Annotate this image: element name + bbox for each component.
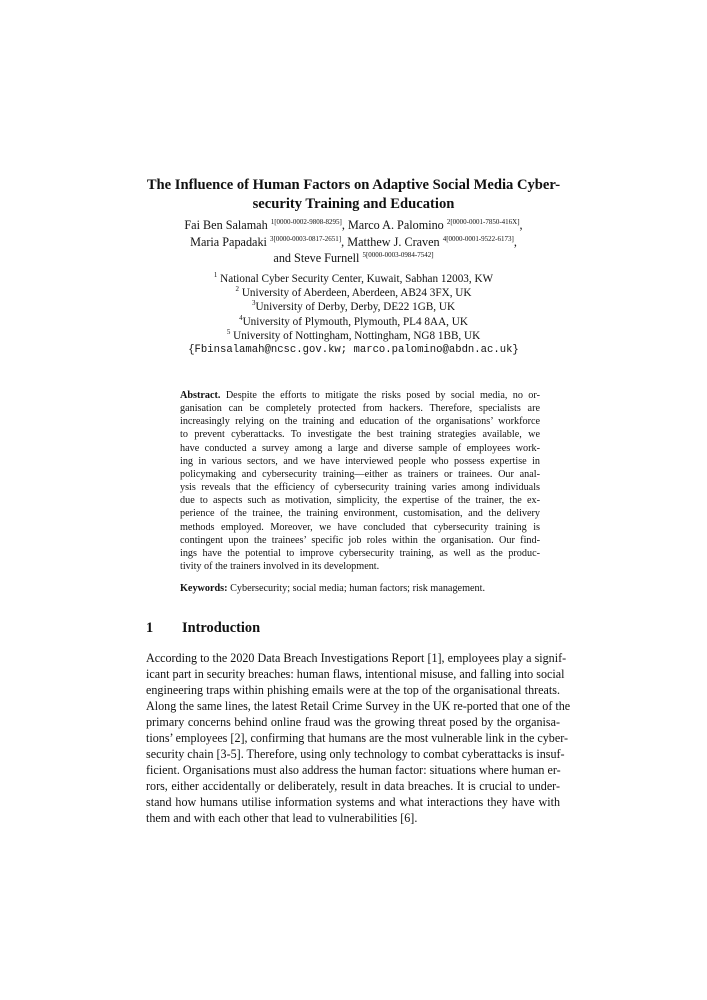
affiliation	[120, 272, 587, 286]
author-orcid: 3[0000-0003-0817-2651]	[269, 234, 342, 243]
body-line: tions’ employees [2], confirming that humans are the most vulnerable link in the cyber-	[146, 731, 569, 746]
abstract-line: have conducted a survey among a large and diverse sample of employees work-	[180, 442, 540, 454]
abstract-line: ings have the potential to improve cybersecurity training, as well as the produc-	[180, 547, 540, 559]
affiliation	[120, 300, 587, 314]
abstract-line: contingent upon the trainees’ specific job roles within the organisation. Our find-	[180, 534, 540, 546]
title-line: security Training and Education	[252, 195, 455, 212]
author-name: Marco A. Palomino	[347, 218, 447, 232]
abstract-line: ing in various sectors, and we have interviewed people who possess expertise in	[180, 455, 540, 467]
affiliation	[120, 329, 587, 343]
affiliation-number: 1	[213, 271, 218, 279]
abstract-line: policymaking and cybersecurity training—either as trainers or trainees. Our anal-	[180, 468, 540, 480]
body-line: According to the 2020 Data Breach Investigations Report [1], employees play a signif-	[146, 651, 567, 665]
abstract-text: Despite the efforts to mitigate the risks posed by social media, no or-	[220, 390, 540, 401]
body-line: security chain [3-5]. Therefore, using only technology to combat cyberattacks is insuf-	[146, 747, 565, 762]
body-line: Along the same lines, the latest Retail Crime Survey in the UK re-ported that one of the	[146, 699, 571, 714]
abstract-line: to prevent cyberattacks. To investigate the best training strategies available, we	[180, 429, 540, 441]
affiliation-number: 5	[226, 327, 231, 336]
affiliations	[120, 272, 587, 357]
body-line: primary concerns behind online fraud was the growing threat posed by the organisa-	[146, 715, 560, 730]
keywords-label: Keywords:	[180, 583, 228, 594]
affiliation	[120, 286, 587, 300]
section-number: 1	[146, 620, 154, 636]
author-line: Fai Ben Salamah $^{1[0000-0002-9808-8295]}$, Marco A. Palomino $^{2[0000-0001-7850-416X]}$,	[184, 218, 523, 232]
author-orcid: 4[0000-0001-9522-6173]	[442, 234, 514, 243]
affiliation-text: University of Derby, Derby, DE22 1GB, UK	[255, 301, 456, 314]
abstract-line: ysis reveals that the efficiency of cybersecurity training varies among individuals	[180, 482, 540, 494]
introduction-paragraph	[146, 650, 571, 827]
author-line: Maria Papadaki $^{3[0000-0003-0817-2651]}$, Matthew J. Craven $^{4[0000-0001-9522-6173]}$,	[190, 234, 517, 249]
author-orcid: 1[0000-0002-9808-8295]	[270, 218, 342, 226]
body-line: icant part in security breaches: human flaws, intentional misuse, and falling into social	[146, 667, 565, 682]
abstract-line: tivity of the trainers involved in its development.	[180, 561, 380, 573]
affiliation-text: University of Plymouth, Plymouth, PL4 8AA, UK	[242, 315, 468, 328]
body-line: them and with each other that lead to vulnerabilities [6].	[146, 811, 418, 826]
abstract-line: methods employed. Moreover, we have concluded that cybersecurity training is	[180, 521, 540, 533]
abstract-line	[180, 389, 540, 402]
paper-title	[140, 176, 567, 213]
author-name: and Steve Furnell	[273, 251, 363, 265]
affiliation-number: 2	[235, 285, 240, 294]
abstract-line: increasingly relying on the training and education of the organisations’ workforce	[180, 416, 540, 428]
title-line: The Influence of Human Factors on Adaptive Social Media Cyber-	[146, 177, 561, 193]
body-line: ficient. Organisations must also address the human factor: situations where human er-	[146, 763, 561, 778]
affiliation-number: 3	[251, 299, 256, 308]
section-heading	[146, 619, 566, 637]
abstract-line: due to aspects such as motivation, simplicity, the expertise of the trainer, the ex-	[180, 495, 540, 507]
author-name: Fai Ben Salamah	[184, 218, 271, 232]
author-orcid: 2[0000-0001-7850-416X]	[446, 218, 520, 226]
affiliation-number: 4	[239, 313, 243, 322]
abstract	[180, 389, 540, 573]
author-name: Maria Papadaki	[190, 234, 270, 249]
affiliation-text: University of Aberdeen, Aberdeen, AB24 3FX, UK	[239, 287, 472, 300]
author-line	[120, 250, 587, 267]
body-line: stand how humans utilise information systems and what interactions they have with	[146, 795, 560, 810]
abstract-line: ganisation can be completely protected from hackers. Therefore, specialists are	[180, 403, 540, 415]
author-name: Matthew J. Craven	[347, 234, 443, 249]
author-emails: {Fbinsalamah@ncsc.gov.kw; marco.palomino@abdn.ac.uk}	[188, 344, 519, 357]
abstract-label: Abstract.	[180, 390, 221, 401]
abstract-line: perience of the trainee, the training environment, customisation, and the delivery	[180, 508, 540, 520]
author-orcid: 5[0000-0003-0984-7542]	[362, 251, 434, 259]
body-line: engineering traps within phishing emails were at the top of the organisational threats.	[146, 683, 560, 698]
body-line: rors, either accidentally or deliberately, result in data breaches. It is crucial to under-	[146, 779, 560, 794]
affiliation-text: University of Nottingham, Nottingham, NG8 1BB, UK	[230, 329, 481, 342]
author-list	[120, 217, 587, 267]
keywords	[180, 582, 540, 595]
keywords-text: Cybersecurity; social media; human factors; risk management.	[227, 583, 485, 594]
affiliation	[120, 315, 587, 329]
affiliation-text: National Cyber Security Center, Kuwait, Sabhan 12003, KW	[217, 273, 494, 285]
section-title: Introduction	[182, 620, 261, 636]
